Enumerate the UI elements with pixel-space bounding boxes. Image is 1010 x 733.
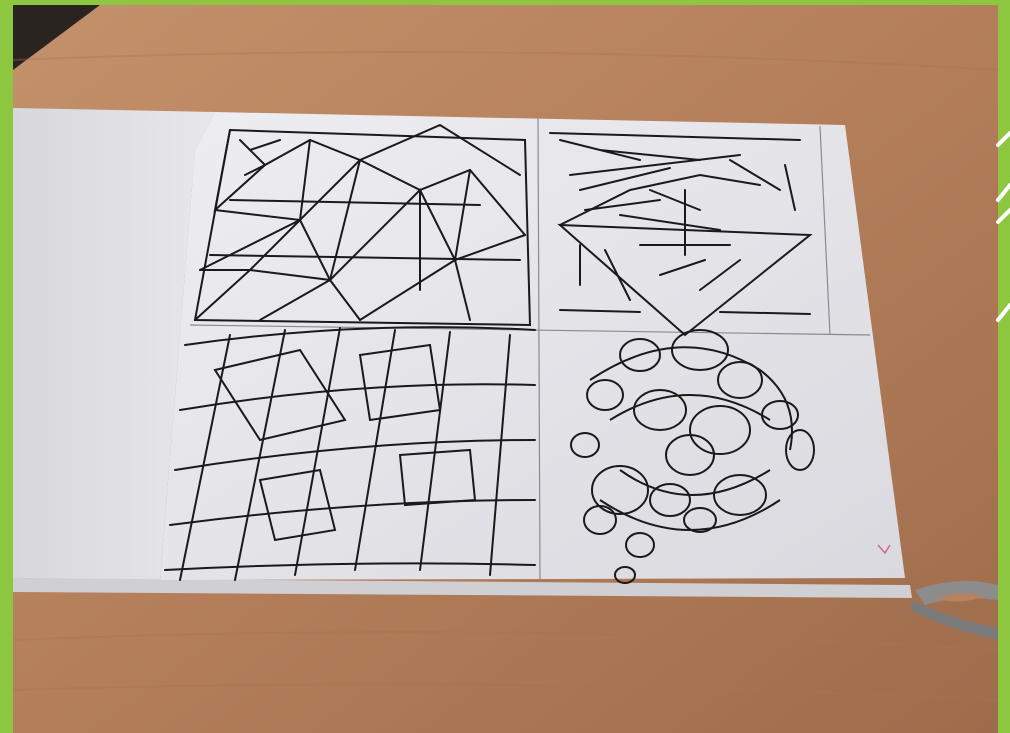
right-page: [160, 112, 905, 580]
